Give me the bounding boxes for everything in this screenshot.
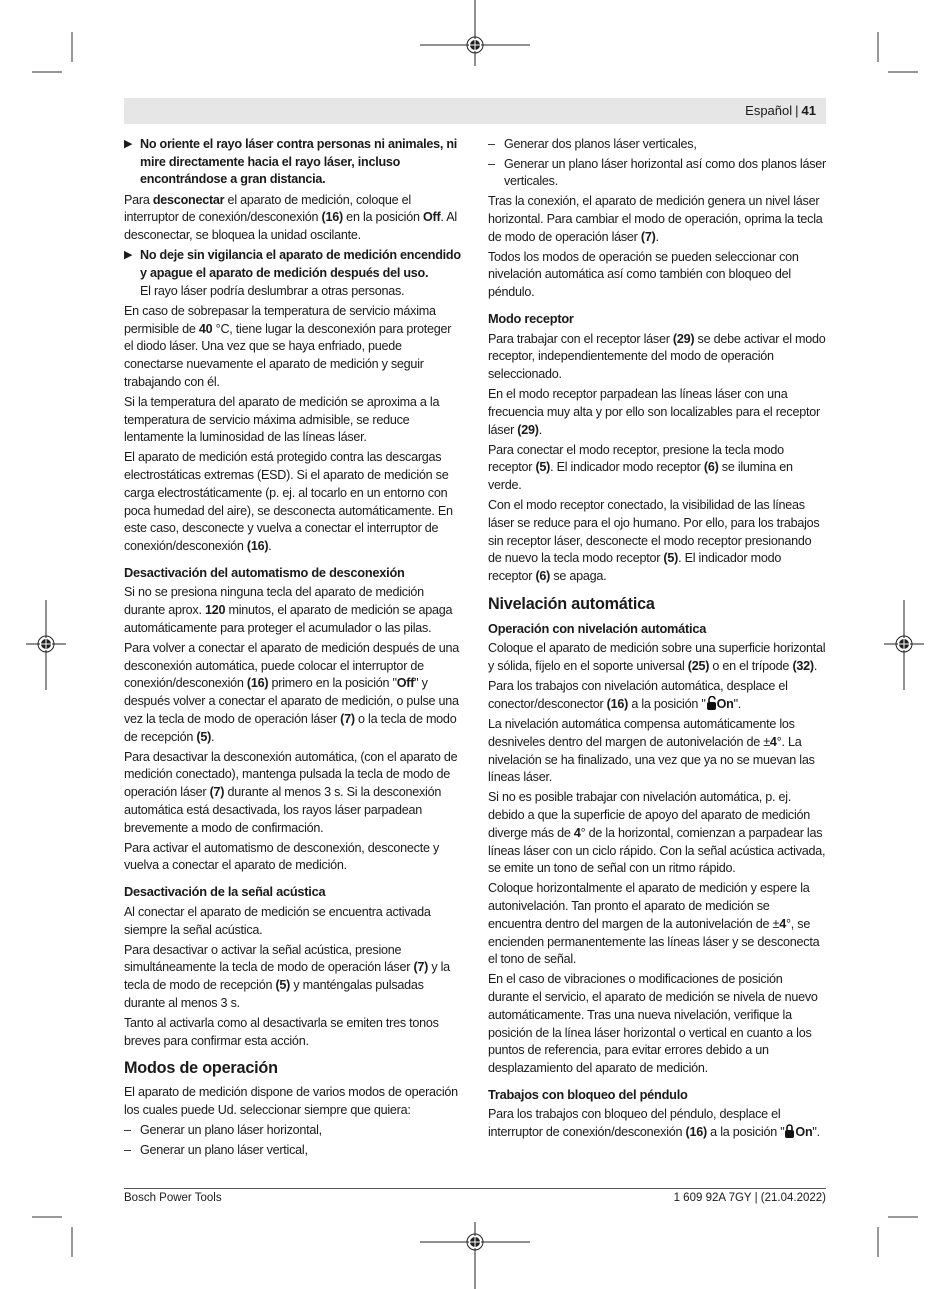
crosshair-registration-icon [884,600,924,690]
unlocked-padlock-icon [706,696,717,710]
paragraph: Para desconectar el aparato de medición, coloque el interruptor de conexión/desconexión (16) en la posición Off. Al desconectar, se bloquea la unidad oscilante. [124,192,457,243]
section-heading: Modo receptor [488,310,574,326]
paragraph: Para trabajar con el receptor láser (29) se debe activar el modo receptor, independientemente del modo de operación seleccionado. [488,331,826,381]
chapter-heading: Nivelación automática [488,594,655,613]
paragraph: Para los trabajos con bloqueo del péndulo, desplace el interruptor de conexión/desconexión (16) a la posición " On". [488,1107,820,1140]
paragraph: Para volver a conectar el aparato de medición después de una desconexión automática, puede colocar el interruptor de conexión/desconexión (16) primero en la posición "Off" y después volver a conectar el aparato de medición, o pulse una vez la tecla de modo de operación láser (7) o la tecla de modo de recepción (5). [124,640,460,744]
left-column [124,136,462,1161]
right-column [488,136,826,1144]
list-item: – Generar un plano láser horizontal así como dos planos láser verticales. [488,156,826,189]
paragraph: Con el modo receptor conectado, la visibilidad de las líneas láser se reduce para el ojo humano. Por ello, para los trabajos sin receptor láser, desconecte el modo receptor presionando de nuevo la tecla modo receptor (5). El indicador modo receptor (6) se apaga. [488,498,820,584]
paragraph: Tras la conexión, el aparato de medición genera un nivel láser horizontal. Para cambiar el modo de operación, oprima la tecla de modo de operación láser (7). [488,194,823,244]
section-heading: Desactivación de la señal acústica [124,884,326,900]
warning-text: No oriente el rayo láser contra personas ni animales, ni mire directamente hacia el rayo láser, incluso encontrándose a gran distancia. [140,137,458,187]
section-heading: Operación con nivelación automática [488,620,707,636]
paragraph: Para los trabajos con nivelación automática, desplace el conector/desconector (16) a la posición " On". [488,679,788,711]
warning-text: No deje sin vigilancia el aparato de medición encendido y apague el aparato de medición después del uso. [140,248,461,280]
header-language: Español [745,103,793,118]
paragraph: El aparato de medición dispone de varios modos de operación los cuales puede Ud. seleccionar siempre que quiera: [124,1085,458,1117]
paragraph: El aparato de medición está protegido contra las descargas electrostáticas extremas (ESD). Si el aparato de medición se carga electrostáticamente (p. ej. al tocarlo en un entorno con poca humedad del aire), se desconecta automáticamente. En este caso, desconecte y vuelva a conectar el interruptor de conexión/desconexión (16). [124,450,453,553]
warning-detail: El rayo láser podría deslumbrar a otras personas. [140,283,405,298]
crosshair-registration-icon [420,0,530,70]
paragraph: Tanto al activarla como al desactivarla se emiten tres tonos breves para confirmar esta acción. [124,1016,439,1048]
safety-warning [124,136,462,189]
paragraph: Si la temperatura del aparato de medición se aproxima a la temperatura de servicio máxima admisible, se reduce lentamente la luminosidad de las líneas láser. [124,394,440,445]
header-text [745,103,816,118]
page-header [124,98,826,124]
paragraph: Al conectar el aparato de medición se encuentra activada siempre la señal acústica. [124,904,431,937]
section-heading: Desactivación del automatismo de desconexión [124,564,405,580]
paragraph: La nivelación automática compensa automáticamente los desniveles dentro del margen de autonivelación de ±4°. La nivelación se ha finalizado, una vez que ya no se muevan las líneas láser. [488,717,815,785]
paragraph: Si no es posible trabajar con nivelación automática, p. ej. debido a que la superficie de apoyo del aparato de medición diverge más de 4° de la horizontal, comienzan a parpadear las líneas láser con un ciclo rápido. Con la señal acústica activada, se emite un tono de señal con un ritmo rápido. [488,790,826,876]
paragraph: Coloque horizontalmente el aparato de medición y espere la autonivelación. Tan pronto el aparato de medición se encuentra dentro del margen de la autonivelación de ±4°, se encienden permanentemente las líneas láser y se desconecta el tono de señal. [488,881,820,967]
section-heading: Trabajos con bloqueo del péndulo [488,1086,688,1102]
page-number: 41 [801,103,816,118]
list-item: – Generar un plano láser horizontal, [124,1123,322,1138]
chapter-heading: Modos de operación [124,1059,278,1078]
header-separator: | [795,103,799,118]
footer-rule [124,1188,826,1189]
triangle-right-icon: ▶ [124,138,133,150]
list-item: – Generar dos planos láser verticales, [488,137,697,151]
safety-warning [124,247,462,300]
triangle-right-icon: ▶ [124,249,133,262]
locked-padlock-icon [784,1124,795,1138]
paragraph: Todos los modos de operación se pueden seleccionar con nivelación automática así como también con bloqueo del péndulo. [488,249,799,300]
paragraph: En el caso de vibraciones o modificaciones de posición durante el servicio, el aparato de medición se nivela de nuevo automáticamente. Tras una nueva nivelación, verifique la posición de la línea láser horizontal o vertical en cuanto a los puntos de referencia, para evitar errores debido a un desplazamiento del aparato de medición. [488,972,818,1075]
paragraph: Para activar el automatismo de desconexión, desconecte y vuelva a conectar el aparato de medición. [124,840,440,873]
paragraph: Para conectar el modo receptor, presione la tecla modo receptor (5). El indicador modo receptor (6) se ilumina en verde. [488,442,793,493]
list-item: – Generar un plano láser vertical, [124,1142,308,1157]
crosshair-registration-icon [420,1222,530,1289]
footer-doc-id: 1 609 92A 7GY | (21.04.2022) [673,1192,826,1204]
paragraph: Si no se presiona ninguna tecla del aparato de medición durante aprox. 120 minutos, el aparato de medición se apaga automáticamente para proteger el acumulador o las pilas. [124,585,453,635]
paragraph: Para desactivar la desconexión automática, (con el aparato de medición conectado), mantenga pulsada la tecla de modo de operación láser (7) durante al menos 3 s. Si la desconexión automática está desactivada, los rayos láser parpadean brevemente a modo de confirmación. [124,749,458,835]
paragraph: En caso de sobrepasar la temperatura de servicio máxima permisible de 40 °C, tiene lugar la desconexión para proteger el diodo láser. Una vez que se haya enfriado, puede conectarse nuevamente el aparato de medición y seguir trabajando con él. [124,303,452,389]
footer-brand: Bosch Power Tools [124,1192,222,1204]
crosshair-registration-icon [26,600,66,690]
paragraph: Para desactivar o activar la señal acústica, presione simultáneamente la tecla de modo de operación láser (7) y la tecla de modo de recepción (5) y manténgalas pulsadas durante al menos 3 s. [124,942,450,1010]
paragraph: En el modo receptor parpadean las líneas láser con una frecuencia muy alta y por ello son localizables para el receptor láser (29). [488,387,820,437]
paragraph: Coloque el aparato de medición sobre una superficie horizontal y sólida, fíjelo en el soporte universal (25) o en el trípode (32). [488,641,826,673]
